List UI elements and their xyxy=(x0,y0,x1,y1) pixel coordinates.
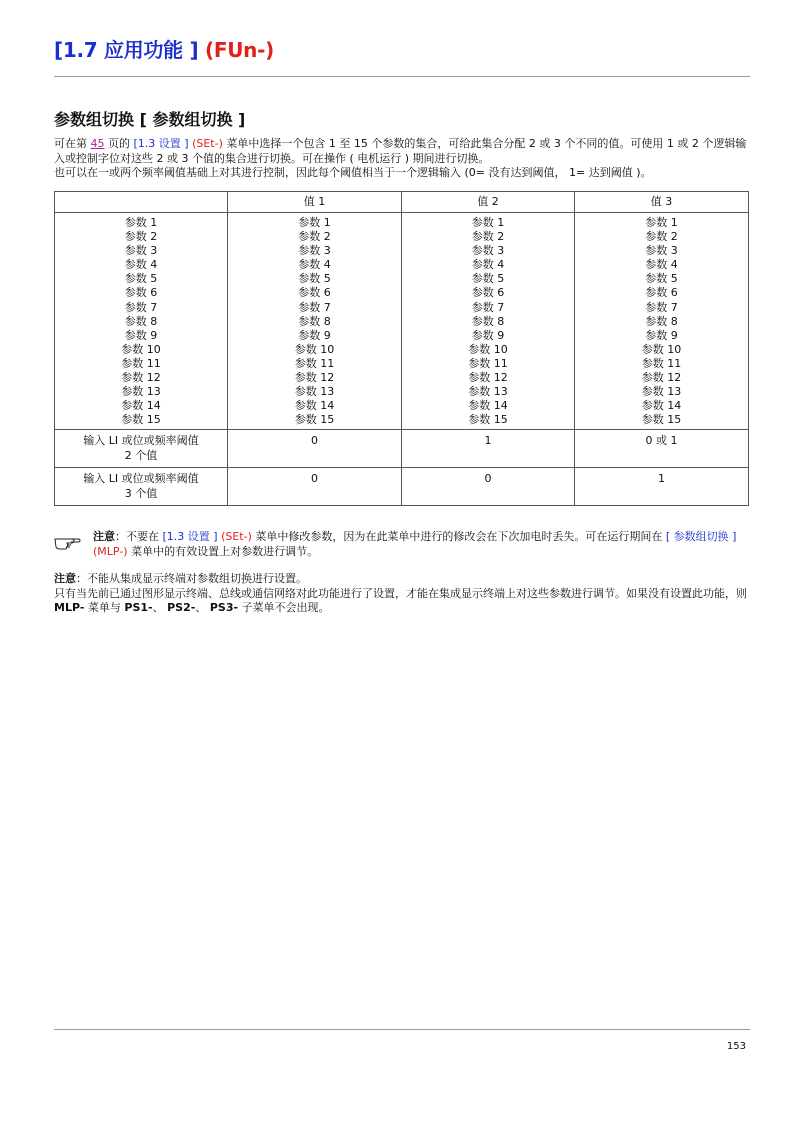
param-list-item: 参数 2 xyxy=(645,230,678,244)
table-header-row xyxy=(55,192,749,213)
param-list-item: 参数 6 xyxy=(124,286,158,300)
table-row-parameters xyxy=(55,213,749,430)
param-list-item: 参数 13 xyxy=(641,385,682,399)
header-menu-code: (FUn-) xyxy=(205,38,274,62)
param-list-item: 参数 15 xyxy=(121,413,161,427)
param-list-item: 参数 7 xyxy=(471,300,505,314)
param-list-item: 参数 15 xyxy=(468,413,508,427)
param-list-item: 参数 2 xyxy=(124,230,158,244)
param-list-item: 参数 10 xyxy=(468,342,508,356)
param-list-item: 参数 11 xyxy=(641,356,682,370)
note2-line-1 xyxy=(54,572,754,587)
param-list-item: 参数 10 xyxy=(121,342,161,356)
mlp-menu-name: MLP- xyxy=(54,601,85,614)
param-list-item: 参数 7 xyxy=(124,300,158,314)
param-list-item: 参数 4 xyxy=(471,258,505,272)
intro-text-a: 可在第 xyxy=(54,137,91,150)
param-list-item: 参数 8 xyxy=(298,314,331,328)
table-cell: 0 xyxy=(228,430,402,468)
table-cell: 0 xyxy=(228,468,402,506)
intro-line-1 xyxy=(54,137,754,166)
param-list-item: 参数 8 xyxy=(471,314,505,328)
param-list-item: 参数 9 xyxy=(298,328,331,342)
table-row-2-values xyxy=(55,430,749,468)
param-list-item: 参数 13 xyxy=(121,385,161,399)
intro-paragraph xyxy=(54,137,754,181)
param-list-item: 参数 10 xyxy=(294,342,335,356)
header-divider xyxy=(54,76,750,77)
param-list-item: 参数 14 xyxy=(294,399,335,413)
param-list-item: 参数 1 xyxy=(124,216,158,229)
note2-text-a: ：不能从集成显示终端对参数组切换进行设置。 xyxy=(76,572,307,585)
table-header-value-2: 值 2 xyxy=(402,192,575,213)
param-list-item: 参数 11 xyxy=(294,356,335,370)
note-label: 注意 xyxy=(93,530,115,543)
param-list-item: 参数 10 xyxy=(641,342,682,356)
param-list-item: 参数 11 xyxy=(121,356,161,370)
param-list-item: 参数 12 xyxy=(294,371,335,385)
param-list-item: 参数 11 xyxy=(468,356,508,370)
note2-label: 注意 xyxy=(54,572,76,585)
note-block-2 xyxy=(54,572,754,616)
page-number: 153 xyxy=(726,1041,746,1052)
table-header-value-1: 值 1 xyxy=(228,192,402,213)
table-cell: 1 xyxy=(575,468,749,506)
table-cell: 1 xyxy=(402,430,575,468)
param-list-item: 参数 5 xyxy=(298,272,331,286)
setup-menu-link[interactable]: [1.3 设置 ] xyxy=(133,137,189,150)
intro-line-2: 也可以在一或两个频率阈值基础上对其进行控制，因此每个阈值相当于一个逻辑输入 (0= 没有达到阈值， 1= 达到阈值 )。 xyxy=(54,166,652,179)
note-text-b: 菜单中修改参数，因为在此菜单中进行的修改会在下次加电时丢失。可在运行期间在 xyxy=(251,530,666,543)
param-list-item: 参数 14 xyxy=(121,399,161,413)
param-list-item: 参数 8 xyxy=(124,314,158,328)
param-list-item: 参数 13 xyxy=(468,385,508,399)
note2-sep-1: 、 xyxy=(152,601,168,614)
param-list-cell xyxy=(575,213,749,430)
param-list-item: 参数 2 xyxy=(298,230,331,244)
note-text xyxy=(93,529,750,559)
param-list-item: 参数 3 xyxy=(298,244,331,258)
row-label-line1: 输入 LI 或位或频率阈值 xyxy=(83,472,199,486)
row-label-line1: 输入 LI 或位或频率阈值 xyxy=(83,434,199,448)
param-list-item: 参数 3 xyxy=(471,244,505,258)
ps3-submenu-name: PS3- xyxy=(209,601,239,614)
note2-line-2 xyxy=(54,587,754,616)
param-list-item: 参数 6 xyxy=(298,286,331,300)
param-list-item: 参数 6 xyxy=(471,286,505,300)
param-list-item: 参数 1 xyxy=(471,216,505,229)
note2-text-d: 子菜单不会出现。 xyxy=(238,601,330,614)
intro-text-b: 页的 xyxy=(104,137,134,150)
param-list-item: 参数 5 xyxy=(645,272,678,286)
param-list-item: 参数 3 xyxy=(124,244,158,258)
param-list-item: 参数 7 xyxy=(298,300,331,314)
param-list-item: 参数 8 xyxy=(645,314,678,328)
param-list-item: 参数 2 xyxy=(471,230,505,244)
page-45-link[interactable]: 45 xyxy=(90,137,105,150)
param-list-item: 参数 7 xyxy=(645,300,678,314)
param-list-item: 参数 9 xyxy=(471,328,505,342)
param-list-item: 参数 15 xyxy=(641,413,682,427)
note-text-a: ：不要在 xyxy=(115,530,163,543)
pointing-hand-icon xyxy=(54,531,82,551)
param-list-item: 参数 12 xyxy=(468,371,508,385)
row-label-cell xyxy=(55,430,228,468)
table-cell: 0 xyxy=(402,468,575,506)
header-menu-name: [1.7 应用功能 ] xyxy=(54,38,199,62)
footer-divider xyxy=(54,1029,750,1030)
page-header-title xyxy=(54,34,274,63)
note-setup-link[interactable]: [1.3 设置 ] xyxy=(162,530,218,543)
param-list-item: 参数 9 xyxy=(124,328,158,342)
table-header-value-3: 值 3 xyxy=(575,192,749,213)
param-list-item: 参数 3 xyxy=(645,244,678,258)
param-list-item: 参数 13 xyxy=(294,385,335,399)
intro-text-c: 菜单中选择一个包含 1 至 15 个参数的集合，可给此集合分配 2 或 3 个不同的值。可使用 1 或 2 个逻辑输入或控制字位对这些 2 或 3 个值的集合进行切换。可在操作 ( 电机运行 ) 期间进行切换。 xyxy=(54,137,747,165)
note-setup-code: (SEt-) xyxy=(217,530,252,543)
param-list-item: 参数 6 xyxy=(645,286,678,300)
ps2-submenu-name: PS2- xyxy=(167,601,196,614)
param-list-item: 参数 1 xyxy=(298,216,331,229)
param-list-item: 参数 4 xyxy=(124,258,158,272)
param-list-item: 参数 1 xyxy=(645,216,678,229)
table-cell: 0 或 1 xyxy=(575,430,749,468)
table-header-empty xyxy=(55,192,228,213)
param-list-cell xyxy=(55,213,228,430)
param-list-item: 参数 4 xyxy=(645,258,678,272)
param-list-item: 参数 12 xyxy=(121,371,161,385)
note2-text-c: 菜单与 xyxy=(84,601,125,614)
param-list-item: 参数 14 xyxy=(468,399,508,413)
parameter-set-table xyxy=(54,191,749,506)
param-list-item: 参数 9 xyxy=(645,328,678,342)
param-list-cell xyxy=(402,213,575,430)
param-list-item: 参数 14 xyxy=(641,399,682,413)
row-label-cell xyxy=(55,468,228,506)
ps1-submenu-name: PS1- xyxy=(124,601,153,614)
note2-text-b: 只有当先前已通过图形显示终端、总线或通信网络对此功能进行了设置，才能在集成显示终端上对这些参数进行调节。如果没有设置此功能，则 xyxy=(54,586,747,600)
row-label-line2: 3 个值 xyxy=(124,487,158,501)
section-title: 参数组切换 [ 参数组切换 ] xyxy=(54,110,246,129)
note-text-c: 菜单中的有效设置上对参数进行调节。 xyxy=(127,545,319,558)
param-list-item: 参数 5 xyxy=(124,272,158,286)
param-list-cell xyxy=(228,213,402,430)
param-list-item: 参数 5 xyxy=(471,272,505,286)
note2-sep-2: 、 xyxy=(195,601,210,614)
row-label-line2: 2 个值 xyxy=(124,449,158,463)
setup-menu-code: (SEt-) xyxy=(188,137,223,150)
param-list-item: 参数 15 xyxy=(294,413,335,427)
note-mlp-link[interactable]: [ 参数组切换 ] xyxy=(665,530,737,543)
param-list-item: 参数 12 xyxy=(641,371,682,385)
note-mlp-code: (MLP-) xyxy=(93,545,128,558)
table-row-3-values xyxy=(55,468,749,506)
param-list-item: 参数 4 xyxy=(298,258,331,272)
